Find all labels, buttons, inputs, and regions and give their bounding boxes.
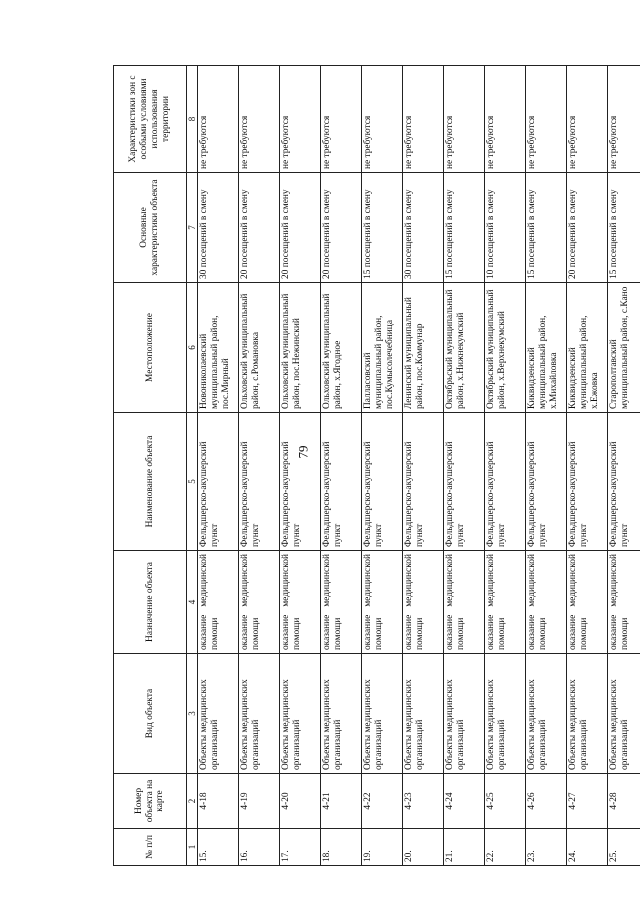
object-kind: Объекты медицинских организаций [280,654,321,774]
table-row [280,66,321,866]
object-location: Новониколаевский муниципальный район, пос.Мирный [198,283,239,413]
table-row [567,66,608,866]
object-specs: 30 посещений в смену [403,173,444,283]
zone-characteristics: не требуются [280,66,321,173]
zone-characteristics: не требуются [567,66,608,173]
objects-table [113,65,640,866]
row-number: 23. [526,829,567,866]
table-row [403,66,444,866]
object-purpose: оказание медицинской помощи [198,551,239,654]
object-purpose: оказание медицинской помощи [485,551,526,654]
header-row [114,66,187,866]
zone-characteristics: не требуются [485,66,526,173]
table-row [444,66,485,866]
object-kind: Объекты медицинских организаций [567,654,608,774]
row-number: 21. [444,829,485,866]
table-row [526,66,567,866]
object-name: Фельдшерско-акушерский пункт [239,413,280,551]
column-number: 6 [187,283,198,413]
object-specs: 30 посещений в смену [198,173,239,283]
column-number: 4 [187,551,198,654]
table-row [239,66,280,866]
column-header: Характеристики зон с особыми условиями использования территории [114,66,187,173]
object-location: Ольховский муниципальный район, х.Ягодное [321,283,362,413]
row-number: 18. [321,829,362,866]
object-map-number: 4-25 [485,774,526,829]
zone-characteristics: не требуются [321,66,362,173]
row-number: 20. [403,829,444,866]
object-location: Октябрьский муниципальный район, х.Верхнекумский [485,283,526,413]
column-header: № п/п [114,829,187,866]
object-name: Фельдшерско-акушерский пункт [280,413,321,551]
object-location: Старополтавский муниципальный район, с.Кано [608,283,640,413]
table-body [198,66,640,866]
object-map-number: 4-22 [362,774,403,829]
table-row [608,66,640,866]
object-specs: 15 посещений в смену [526,173,567,283]
object-map-number: 4-18 [198,774,239,829]
object-kind: Объекты медицинских организаций [362,654,403,774]
object-map-number: 4-26 [526,774,567,829]
object-specs: 20 посещений в смену [239,173,280,283]
zone-characteristics: не требуются [403,66,444,173]
object-name: Фельдшерско-акушерский пункт [321,413,362,551]
column-number: 7 [187,173,198,283]
zone-characteristics: не требуются [526,66,567,173]
object-specs: 20 посещений в смену [280,173,321,283]
object-purpose: оказание медицинской помощи [403,551,444,654]
object-purpose: оказание медицинской помощи [567,551,608,654]
object-purpose: оказание медицинской помощи [239,551,280,654]
zone-characteristics: не требуются [362,66,403,173]
object-purpose: оказание медицинской помощи [444,551,485,654]
row-number: 22. [485,829,526,866]
object-purpose: оказание медицинской помощи [526,551,567,654]
column-header: Номер объекта на карте [114,774,187,829]
column-number-row [187,66,198,866]
column-number: 8 [187,66,198,173]
object-map-number: 4-24 [444,774,485,829]
row-number: 17. [280,829,321,866]
row-number: 16. [239,829,280,866]
object-name: Фельдшерско-акушерский пункт [485,413,526,551]
object-purpose: оказание медицинской помощи [362,551,403,654]
table-row [198,66,239,866]
table-row [485,66,526,866]
column-number: 1 [187,829,198,866]
column-header: Назначение объекта [114,551,187,654]
object-location: Киквидзенский муниципальный район, х.Ежовка [567,283,608,413]
object-specs: 15 посещений в смену [362,173,403,283]
object-location: Октябрьский муниципальный район, х.Нижнекумский [444,283,485,413]
object-name: Фельдшерско-акушерский пункт [526,413,567,551]
object-purpose: оказание медицинской помощи [608,551,640,654]
column-number: 5 [187,413,198,551]
object-map-number: 4-27 [567,774,608,829]
object-kind: Объекты медицинских организаций [526,654,567,774]
object-purpose: оказание медицинской помощи [280,551,321,654]
object-location: Ольховский муниципальный район, пос.Нежинский [280,283,321,413]
object-name: Фельдшерско-акушерский пункт [362,413,403,551]
object-specs: 15 посещений в смену [444,173,485,283]
object-location: Киквидзенский муниципальный район, х.Михайловка [526,283,567,413]
object-location: Палласовский муниципальный район, пос.Кумысолечебница [362,283,403,413]
object-name: Фельдшерско-акушерский пункт [403,413,444,551]
object-map-number: 4-28 [608,774,640,829]
object-map-number: 4-19 [239,774,280,829]
rotated-table-container [113,66,631,866]
column-number: 3 [187,654,198,774]
object-specs: 20 посещений в смену [567,173,608,283]
row-number: 19. [362,829,403,866]
row-number: 24. [567,829,608,866]
zone-characteristics: не требуются [198,66,239,173]
object-name: Фельдшерско-акушерский пункт [567,413,608,551]
object-purpose: оказание медицинской помощи [321,551,362,654]
object-kind: Объекты медицинских организаций [608,654,640,774]
zone-characteristics: не требуются [239,66,280,173]
object-kind: Объекты медицинских организаций [485,654,526,774]
zone-characteristics: не требуются [444,66,485,173]
object-kind: Объекты медицинских организаций [444,654,485,774]
column-header: Вид объекта [114,654,187,774]
table-row [321,66,362,866]
object-name: Фельдшерско-акушерский пункт [444,413,485,551]
column-header: Основные характеристики объекта [114,173,187,283]
object-specs: 10 посещений в смену [485,173,526,283]
object-kind: Объекты медицинских организаций [321,654,362,774]
object-name: Фельдшерско-акушерский пункт [198,413,239,551]
object-map-number: 4-23 [403,774,444,829]
column-header: Наименование объекта [114,413,187,551]
zone-characteristics: не требуются [608,66,640,173]
row-number: 25. [608,829,640,866]
row-number: 15. [198,829,239,866]
object-specs: 20 посещений в смену [321,173,362,283]
object-location: Ольховский муниципальный район, с.Романовка [239,283,280,413]
table-row [362,66,403,866]
object-kind: Объекты медицинских организаций [198,654,239,774]
object-map-number: 4-21 [321,774,362,829]
column-number: 2 [187,774,198,829]
object-location: Ленинский муниципальный район, пос.Коммунар [403,283,444,413]
object-kind: Объекты медицинских организаций [403,654,444,774]
object-kind: Объекты медицинских организаций [239,654,280,774]
object-map-number: 4-20 [280,774,321,829]
object-specs: 15 посещений в смену [608,173,640,283]
object-name: Фельдшерско-акушерский пункт [608,413,640,551]
page-number: 79 [295,445,311,459]
column-header: Местоположение [114,283,187,413]
